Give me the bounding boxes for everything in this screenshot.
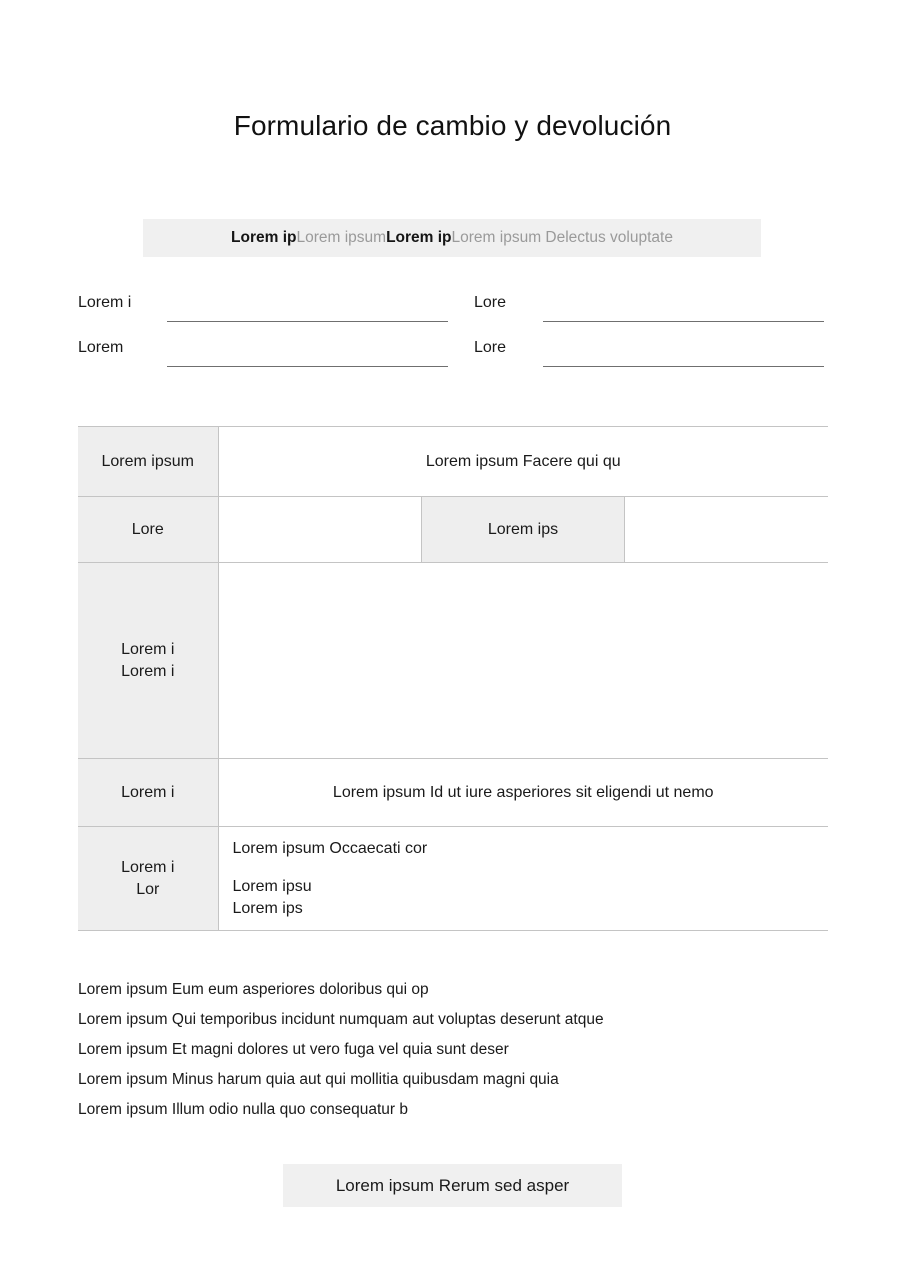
terms-line-4: Lorem ipsum Minus harum quia aut qui mollitia quibusdam magni quia — [78, 1071, 559, 1088]
table-row-1-header: Lorem ipsum — [78, 427, 218, 497]
note-spacer — [233, 860, 817, 876]
table-row-4-body[interactable]: Lorem ipsum Id ut iure asperiores sit eligendi ut nemo — [218, 759, 828, 827]
table-row — [78, 563, 828, 759]
table-row-3-header-line1: Lorem i — [121, 640, 175, 658]
notice-segment-3: Lorem ip — [386, 229, 452, 246]
form-table — [78, 426, 828, 931]
page-title: Formulario de cambio y devolución — [233, 110, 672, 141]
terms-list — [78, 975, 838, 1125]
table-row-2-tail[interactable] — [625, 497, 828, 563]
terms-line-2: Lorem ipsum Qui temporibus incidunt numquam aut voluptas deserunt atque — [78, 1011, 604, 1028]
notice-banner — [143, 219, 761, 257]
table-row-3-body[interactable] — [218, 563, 828, 759]
field-input-2[interactable] — [543, 286, 824, 322]
field-input-4[interactable] — [543, 331, 824, 367]
table-row-1-body[interactable]: Lorem ipsum Facere qui qu — [218, 427, 828, 497]
field-label-4: Lore — [474, 339, 507, 356]
table-row-5-header — [78, 827, 218, 931]
table-row-5-header-line1: Lorem i — [121, 858, 175, 876]
field-grid — [78, 286, 828, 376]
submit-button[interactable]: Lorem ipsum Rerum sed asper — [283, 1164, 622, 1207]
field-input-1[interactable] — [167, 286, 448, 322]
table-row-3-header-line2: Lorem i — [121, 662, 175, 680]
table-row-5-note-1: Lorem ipsum Occaecati cor — [232, 839, 428, 857]
table-row — [78, 427, 828, 497]
field-group-2 — [474, 286, 828, 322]
notice-segment-4: Lorem ipsum Delectus voluptate — [451, 229, 673, 246]
field-group-3 — [78, 331, 474, 367]
field-group-4 — [474, 331, 828, 367]
table-row-5-note-2: Lorem ipsu — [232, 877, 312, 895]
table-row-5-notes — [218, 827, 828, 931]
field-label-3: Lorem — [78, 339, 124, 356]
table-row-4-header: Lorem i — [78, 759, 218, 827]
field-input-3[interactable] — [167, 331, 448, 367]
field-label-1: Lorem i — [78, 294, 132, 311]
table-row — [78, 827, 828, 931]
field-label-2: Lore — [474, 294, 507, 311]
terms-line-1: Lorem ipsum Eum eum asperiores doloribus qui op — [78, 981, 429, 998]
notice-segment-2: Lorem ipsum — [296, 229, 387, 246]
terms-line-3: Lorem ipsum Et magni dolores ut vero fuga vel quia sunt deser — [78, 1041, 509, 1058]
table-row-2-header: Lore — [78, 497, 218, 563]
table-row-2-sub-label: Lorem ips — [421, 497, 624, 563]
field-group-1 — [78, 286, 474, 322]
notice-segment-1: Lorem ip — [231, 229, 297, 246]
table-row — [78, 497, 828, 563]
terms-line-5: Lorem ipsum Illum odio nulla quo consequatur b — [78, 1101, 408, 1118]
table-row-5-note-3: Lorem ips — [232, 899, 303, 917]
field-row-2 — [78, 331, 828, 367]
field-row-1 — [78, 286, 828, 322]
table-row — [78, 759, 828, 827]
table-row-3-header — [78, 563, 218, 759]
table-row-2-body[interactable] — [218, 497, 421, 563]
table-row-5-header-line2: Lor — [136, 880, 160, 898]
